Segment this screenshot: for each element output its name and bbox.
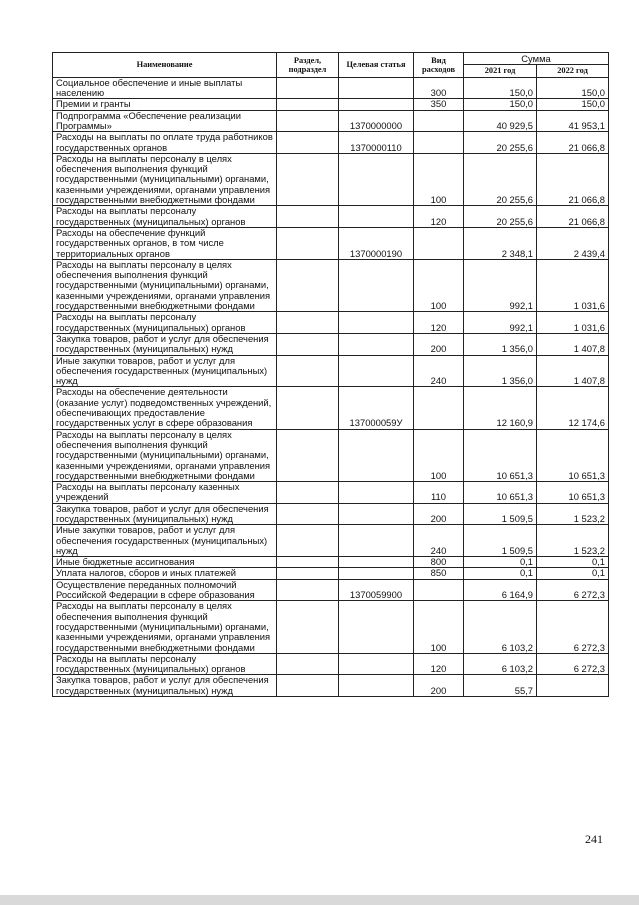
cell-type: 110 — [414, 482, 464, 504]
cell-section — [277, 579, 339, 601]
cell-section — [277, 355, 339, 387]
header-target: Целевая статья — [339, 53, 414, 78]
cell-name: Закупка товаров, работ и услуг для обеспечения государственных (муниципальных) нужд — [53, 675, 277, 697]
cell-name: Подпрограмма «Обеспечение реализации Программы» — [53, 110, 277, 132]
cell-target — [339, 259, 414, 311]
table-row — [53, 653, 609, 675]
table-row — [53, 503, 609, 525]
cell-name: Расходы на выплаты персоналу в целях обеспечения выполнения функций государственными (муниципальными) органами, казенными учреждениями, органами управления государственными внебюджетными фондами — [53, 153, 277, 205]
cell-name: Иные закупки товаров, работ и услуг для обеспечения государственных (муниципальных) нужд — [53, 525, 277, 557]
cell-type — [414, 227, 464, 259]
cell-2021: 992,1 — [464, 312, 537, 334]
cell-type: 100 — [414, 601, 464, 653]
cell-section — [277, 110, 339, 132]
cell-2021: 40 929,5 — [464, 110, 537, 132]
cell-section — [277, 77, 339, 99]
table-row — [53, 227, 609, 259]
table-row — [53, 557, 609, 568]
header-sum: Сумма — [464, 53, 609, 65]
cell-2022: 1 031,6 — [537, 259, 609, 311]
cell-target: 1370000110 — [339, 132, 414, 154]
table-row — [53, 355, 609, 387]
table-header — [53, 53, 609, 78]
cell-2021: 2 348,1 — [464, 227, 537, 259]
cell-target — [339, 653, 414, 675]
cell-type: 200 — [414, 503, 464, 525]
cell-type: 240 — [414, 355, 464, 387]
cell-2022: 10 651,3 — [537, 429, 609, 481]
table-row — [53, 77, 609, 99]
cell-section — [277, 132, 339, 154]
cell-2022 — [537, 675, 609, 697]
cell-target: 1370000000 — [339, 110, 414, 132]
cell-2021: 10 651,3 — [464, 429, 537, 481]
cell-2022: 21 066,8 — [537, 132, 609, 154]
cell-target — [339, 99, 414, 110]
cell-type: 120 — [414, 206, 464, 228]
cell-name: Премии и гранты — [53, 99, 277, 110]
header-type: Вид расходов — [414, 53, 464, 78]
cell-section — [277, 387, 339, 429]
cell-type: 850 — [414, 568, 464, 579]
cell-type: 800 — [414, 557, 464, 568]
cell-2022: 12 174,6 — [537, 387, 609, 429]
cell-type — [414, 579, 464, 601]
cell-type: 350 — [414, 99, 464, 110]
cell-section — [277, 227, 339, 259]
cell-2021: 20 255,6 — [464, 153, 537, 205]
cell-section — [277, 525, 339, 557]
cell-2022: 21 066,8 — [537, 153, 609, 205]
table-row — [53, 153, 609, 205]
header-section: Раздел, подраздел — [277, 53, 339, 78]
cell-name: Расходы на выплаты персоналу государственных (муниципальных) органов — [53, 312, 277, 334]
cell-2021: 12 160,9 — [464, 387, 537, 429]
cell-2022: 21 066,8 — [537, 206, 609, 228]
table-row — [53, 132, 609, 154]
cell-section — [277, 99, 339, 110]
cell-type: 100 — [414, 153, 464, 205]
cell-name: Расходы на выплаты персоналу государственных (муниципальных) органов — [53, 206, 277, 228]
table-row — [53, 568, 609, 579]
cell-2021: 0,1 — [464, 568, 537, 579]
cell-2021: 6 103,2 — [464, 653, 537, 675]
table-row — [53, 675, 609, 697]
cell-name: Расходы на выплаты персоналу в целях обеспечения выполнения функций государственными (муниципальными) органами, казенными учреждениями, органами управления государственными внебюджетными фондами — [53, 429, 277, 481]
cell-2021: 10 651,3 — [464, 482, 537, 504]
header-2022: 2022 год — [537, 65, 609, 77]
cell-target: 1370000190 — [339, 227, 414, 259]
cell-name: Расходы на выплаты персоналу в целях обеспечения выполнения функций государственными (муниципальными) органами, казенными учреждениями, органами управления государственными внебюджетными фондами — [53, 601, 277, 653]
header-name: Наименование — [53, 53, 277, 78]
cell-target — [339, 77, 414, 99]
cell-2021: 1 356,0 — [464, 333, 537, 355]
cell-2021: 6 164,9 — [464, 579, 537, 601]
cell-section — [277, 653, 339, 675]
cell-2021: 1 509,5 — [464, 525, 537, 557]
cell-section — [277, 601, 339, 653]
table-row — [53, 110, 609, 132]
cell-target — [339, 568, 414, 579]
cell-2021: 150,0 — [464, 77, 537, 99]
cell-section — [277, 333, 339, 355]
cell-section — [277, 206, 339, 228]
cell-2021: 1 356,0 — [464, 355, 537, 387]
cell-2021: 0,1 — [464, 557, 537, 568]
cell-name: Закупка товаров, работ и услуг для обеспечения государственных (муниципальных) нужд — [53, 503, 277, 525]
cell-2022: 150,0 — [537, 99, 609, 110]
cell-name: Социальное обеспечение и иные выплаты населению — [53, 77, 277, 99]
cell-section — [277, 153, 339, 205]
cell-section — [277, 568, 339, 579]
cell-2022: 2 439,4 — [537, 227, 609, 259]
cell-name: Расходы на выплаты персоналу казенных учреждений — [53, 482, 277, 504]
table-row — [53, 601, 609, 653]
cell-2022: 0,1 — [537, 557, 609, 568]
cell-target — [339, 557, 414, 568]
cell-type: 120 — [414, 312, 464, 334]
cell-section — [277, 312, 339, 334]
cell-2022: 10 651,3 — [537, 482, 609, 504]
cell-2022: 41 953,1 — [537, 110, 609, 132]
page-number: 241 — [585, 832, 603, 846]
cell-name: Иные закупки товаров, работ и услуг для обеспечения государственных (муниципальных) нужд — [53, 355, 277, 387]
table-row — [53, 99, 609, 110]
header-2021: 2021 год — [464, 65, 537, 77]
cell-name: Закупка товаров, работ и услуг для обеспечения государственных (муниципальных) нужд — [53, 333, 277, 355]
table-row — [53, 579, 609, 601]
table-row — [53, 259, 609, 311]
cell-section — [277, 482, 339, 504]
cell-2022: 0,1 — [537, 568, 609, 579]
table-row — [53, 525, 609, 557]
table-row — [53, 312, 609, 334]
cell-2022: 1 523,2 — [537, 503, 609, 525]
cell-target — [339, 206, 414, 228]
cell-type: 300 — [414, 77, 464, 99]
cell-2021: 6 103,2 — [464, 601, 537, 653]
cell-target: 137000059У — [339, 387, 414, 429]
table-body — [53, 77, 609, 696]
cell-target: 1370059900 — [339, 579, 414, 601]
cell-target — [339, 429, 414, 481]
cell-2022: 6 272,3 — [537, 579, 609, 601]
cell-target — [339, 482, 414, 504]
cell-name: Расходы на обеспечение функций государственных органов, в том числе территориальных органов — [53, 227, 277, 259]
cell-target — [339, 333, 414, 355]
cell-2021: 992,1 — [464, 259, 537, 311]
cell-section — [277, 557, 339, 568]
cell-2022: 1 407,8 — [537, 333, 609, 355]
cell-2022: 1 407,8 — [537, 355, 609, 387]
table-row — [53, 429, 609, 481]
cell-name: Иные бюджетные ассигнования — [53, 557, 277, 568]
cell-target — [339, 312, 414, 334]
cell-type: 200 — [414, 333, 464, 355]
cell-name: Уплата налогов, сборов и иных платежей — [53, 568, 277, 579]
cell-target — [339, 525, 414, 557]
cell-target — [339, 503, 414, 525]
table-row — [53, 387, 609, 429]
cell-type: 240 — [414, 525, 464, 557]
cell-2022: 6 272,3 — [537, 601, 609, 653]
cell-name: Расходы на выплаты по оплате труда работников государственных органов — [53, 132, 277, 154]
cell-name: Расходы на выплаты персоналу в целях обеспечения выполнения функций государственными (муниципальными) органами, казенными учреждениями, органами управления государственными внебюджетными фондами — [53, 259, 277, 311]
cell-name: Расходы на обеспечение деятельности (оказание услуг) подведомственных учреждений, обеспечивающих предоставление государственных услуг в сфере образования — [53, 387, 277, 429]
cell-2021: 20 255,6 — [464, 132, 537, 154]
cell-name: Осуществление переданных полномочий Российской Федерации в сфере образования — [53, 579, 277, 601]
cell-type — [414, 132, 464, 154]
cell-target — [339, 153, 414, 205]
cell-type: 100 — [414, 259, 464, 311]
cell-type — [414, 387, 464, 429]
scan-bottom-band — [0, 895, 639, 905]
cell-type: 200 — [414, 675, 464, 697]
cell-target — [339, 355, 414, 387]
cell-2021: 55,7 — [464, 675, 537, 697]
cell-2021: 20 255,6 — [464, 206, 537, 228]
cell-2021: 1 509,5 — [464, 503, 537, 525]
cell-2021: 150,0 — [464, 99, 537, 110]
cell-target — [339, 675, 414, 697]
cell-section — [277, 429, 339, 481]
table-row — [53, 206, 609, 228]
cell-2022: 1 523,2 — [537, 525, 609, 557]
cell-type: 120 — [414, 653, 464, 675]
table-row — [53, 482, 609, 504]
table-row — [53, 333, 609, 355]
cell-target — [339, 601, 414, 653]
cell-2022: 150,0 — [537, 77, 609, 99]
cell-2022: 6 272,3 — [537, 653, 609, 675]
cell-type — [414, 110, 464, 132]
cell-section — [277, 259, 339, 311]
cell-name: Расходы на выплаты персоналу государственных (муниципальных) органов — [53, 653, 277, 675]
cell-2022: 1 031,6 — [537, 312, 609, 334]
cell-section — [277, 503, 339, 525]
budget-table — [52, 52, 609, 697]
cell-section — [277, 675, 339, 697]
cell-type: 100 — [414, 429, 464, 481]
